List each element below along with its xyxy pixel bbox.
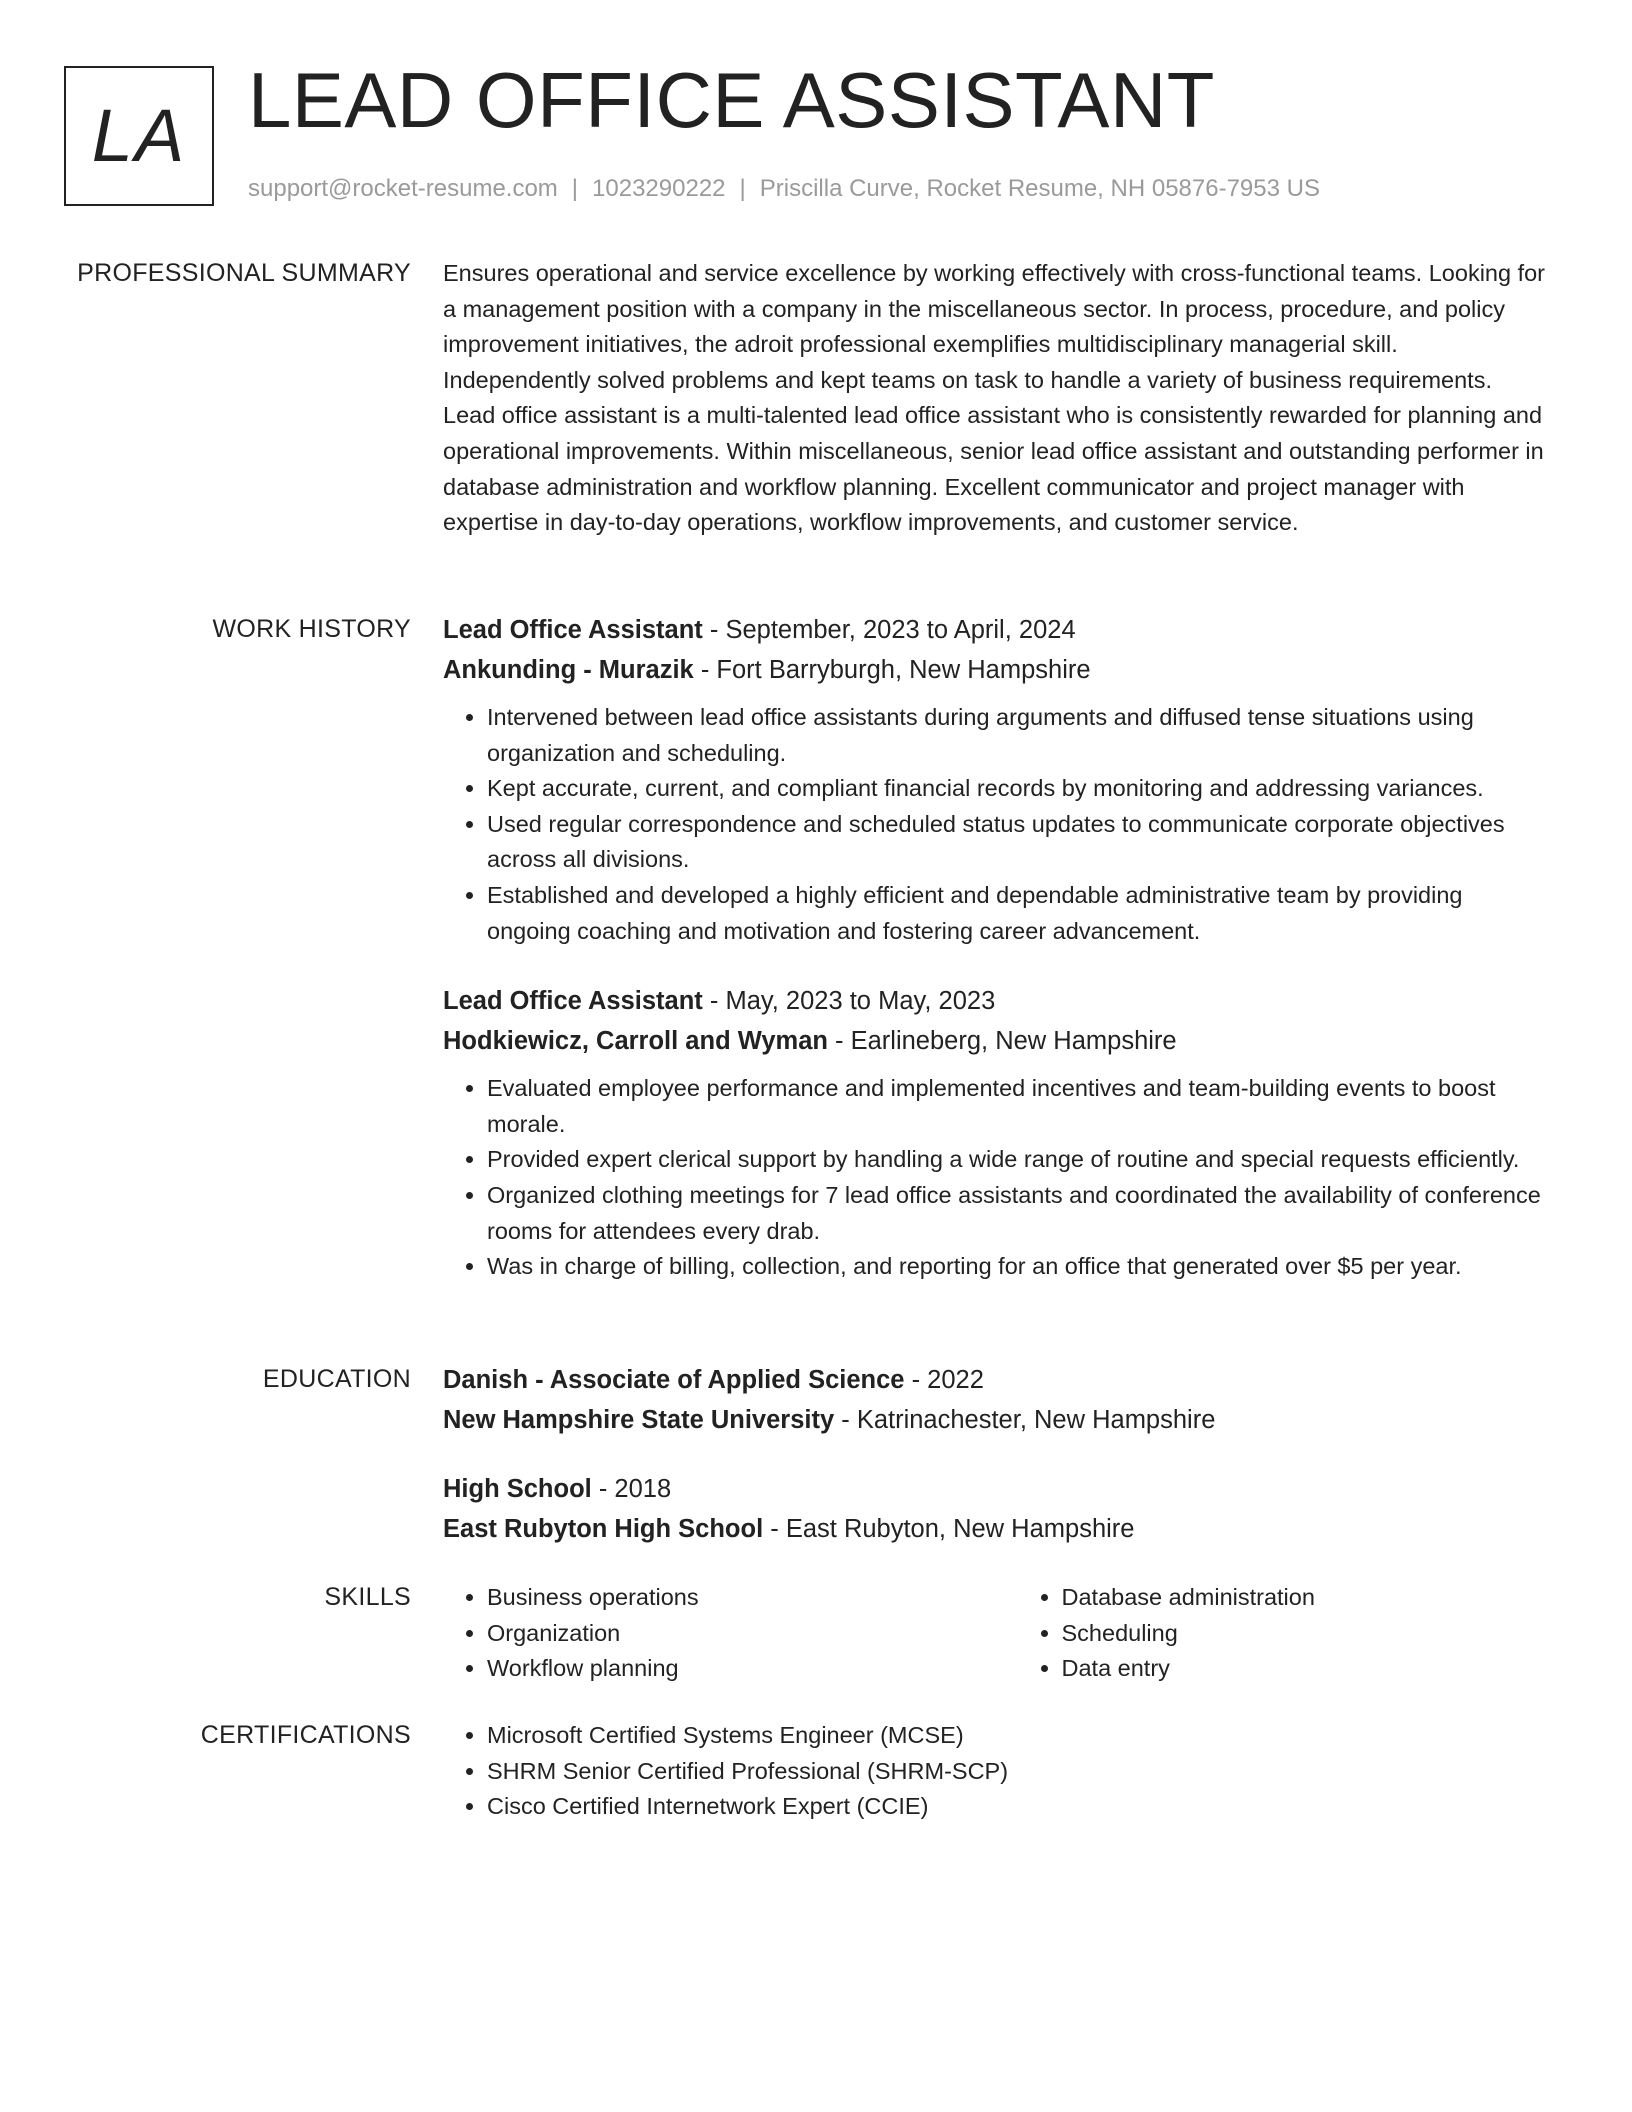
summary-body: [443, 256, 1548, 541]
section-title: EDUCATION: [262, 1365, 411, 1393]
education-school-line: [443, 1509, 1548, 1549]
job-location: - Earlineberg, New Hampshire: [827, 1027, 1177, 1056]
section-title: PROFESSIONAL SUMMARY: [77, 259, 411, 287]
job-company: Ankunding - Murazik: [443, 656, 694, 684]
list-item: • Evaluated employee performance and implemented incentives and team-building events to boost morale.: [487, 1071, 1548, 1142]
summary-text: Ensures operational and service excellence by working effectively with cross-functional teams. Looking for a management position with a company in the miscellaneous sector. In process, procedure, and policy improvement initiatives, the adroit professional exemplifies multidisciplinary managerial skill. Independently solved problems and kept teams on task to handle a variety of business requirements. Lead office assistant is a multi-talented lead office assistant who is consistently rewarded for planning and operational improvements. Within miscellaneous, senior lead office assistant and outstanding performer in database administration and workflow planning. Excellent communicator and project manager with expertise in day-to-day operations, workflow improvements, and customer service.: [443, 260, 1546, 536]
list-item: • Organization: [487, 1616, 974, 1652]
contact-separator: |: [571, 175, 579, 202]
job-bullets: [443, 700, 1548, 949]
job-entry: [443, 981, 1548, 1285]
list-item: • Database administration: [1062, 1580, 1549, 1616]
list-item: • Was in charge of billing, collection, and reporting for an office that generated over $5 per year.: [487, 1249, 1548, 1285]
job-bullets: [443, 1071, 1548, 1285]
work-body: [443, 610, 1548, 1285]
job-company-line: [443, 650, 1548, 690]
skills-grid: [443, 1580, 1548, 1687]
list-item: • Provided expert clerical support by handling a wide range of routine and special requests efficiently.: [487, 1142, 1548, 1178]
monogram-initials: LA: [91, 94, 187, 177]
job-company-line: [443, 1021, 1548, 1061]
certifications-list: [443, 1718, 1548, 1825]
education-entry: [443, 1360, 1548, 1440]
education-location: - Katrinachester, New Hampshire: [834, 1406, 1216, 1434]
job-title-line: [443, 981, 1548, 1021]
job-role: Lead Office Assistant: [443, 987, 703, 1016]
contact-separator: |: [739, 175, 746, 202]
list-item: • Scheduling: [1062, 1616, 1549, 1652]
education-entry: [443, 1469, 1548, 1549]
contact-email: support@rocket-resume.com: [248, 175, 558, 202]
job-dates: - September, 2023 to April, 2024: [702, 616, 1076, 644]
education-year: - 2022: [904, 1366, 984, 1394]
job-company: Hodkiewicz, Carroll and Wyman: [443, 1027, 828, 1056]
section-title: WORK HISTORY: [212, 615, 411, 643]
education-school: New Hampshire State University: [443, 1406, 835, 1434]
education-year: - 2018: [591, 1475, 672, 1503]
job-entry: [443, 610, 1548, 949]
list-item: • Data entry: [1062, 1651, 1549, 1687]
section-title: SKILLS: [324, 1583, 411, 1611]
list-item: • Used regular correspondence and scheduled status updates to communicate corporate objectives across all divisions.: [487, 807, 1548, 878]
job-dates: - May, 2023 to May, 2023: [702, 987, 996, 1016]
list-item: • Kept accurate, current, and compliant financial records by monitoring and addressing variances.: [487, 771, 1548, 807]
page-title: LEAD OFFICE ASSISTANT: [248, 56, 1215, 144]
contact-address: Priscilla Curve, Rocket Resume, NH 05876-7953 US: [759, 175, 1320, 202]
education-degree-line: [443, 1469, 1548, 1509]
job-role: Lead Office Assistant: [443, 616, 703, 644]
skills-column-right: [1018, 1580, 1549, 1687]
list-item: • Cisco Certified Internetwork Expert (CCIE): [487, 1789, 1548, 1825]
education-school: East Rubyton High School: [443, 1515, 764, 1543]
section-title: CERTIFICATIONS: [200, 1721, 411, 1749]
education-school-line: [443, 1400, 1548, 1440]
education-degree: Danish - Associate of Applied Science: [443, 1366, 905, 1394]
job-title-line: [443, 610, 1548, 650]
education-degree: High School: [443, 1475, 592, 1503]
skills-body: [443, 1580, 1548, 1687]
list-item: • Established and developed a highly efficient and dependable administrative team by providing ongoing coaching and motivation and fostering career advancement.: [487, 878, 1548, 949]
list-item: • Intervened between lead office assistants during arguments and diffused tense situations using organization and scheduling.: [487, 700, 1548, 771]
education-body: [443, 1360, 1548, 1549]
contact-line: [248, 172, 1320, 206]
list-item: • SHRM Senior Certified Professional (SHRM-SCP): [487, 1754, 1548, 1790]
list-item: • Workflow planning: [487, 1651, 974, 1687]
education-degree-line: [443, 1360, 1548, 1400]
job-location: - Fort Barryburgh, New Hampshire: [693, 656, 1091, 684]
list-item: • Business operations: [487, 1580, 974, 1616]
skills-column-left: [443, 1580, 974, 1687]
certifications-body: [443, 1718, 1548, 1825]
education-location: - East Rubyton, New Hampshire: [763, 1515, 1135, 1543]
list-item: • Microsoft Certified Systems Engineer (MCSE): [487, 1718, 1548, 1754]
monogram-box: [64, 66, 214, 206]
contact-phone: 1023290222: [592, 175, 726, 202]
list-item: • Organized clothing meetings for 7 lead office assistants and coordinated the availability of conference rooms for attendees every drab.: [487, 1178, 1548, 1249]
